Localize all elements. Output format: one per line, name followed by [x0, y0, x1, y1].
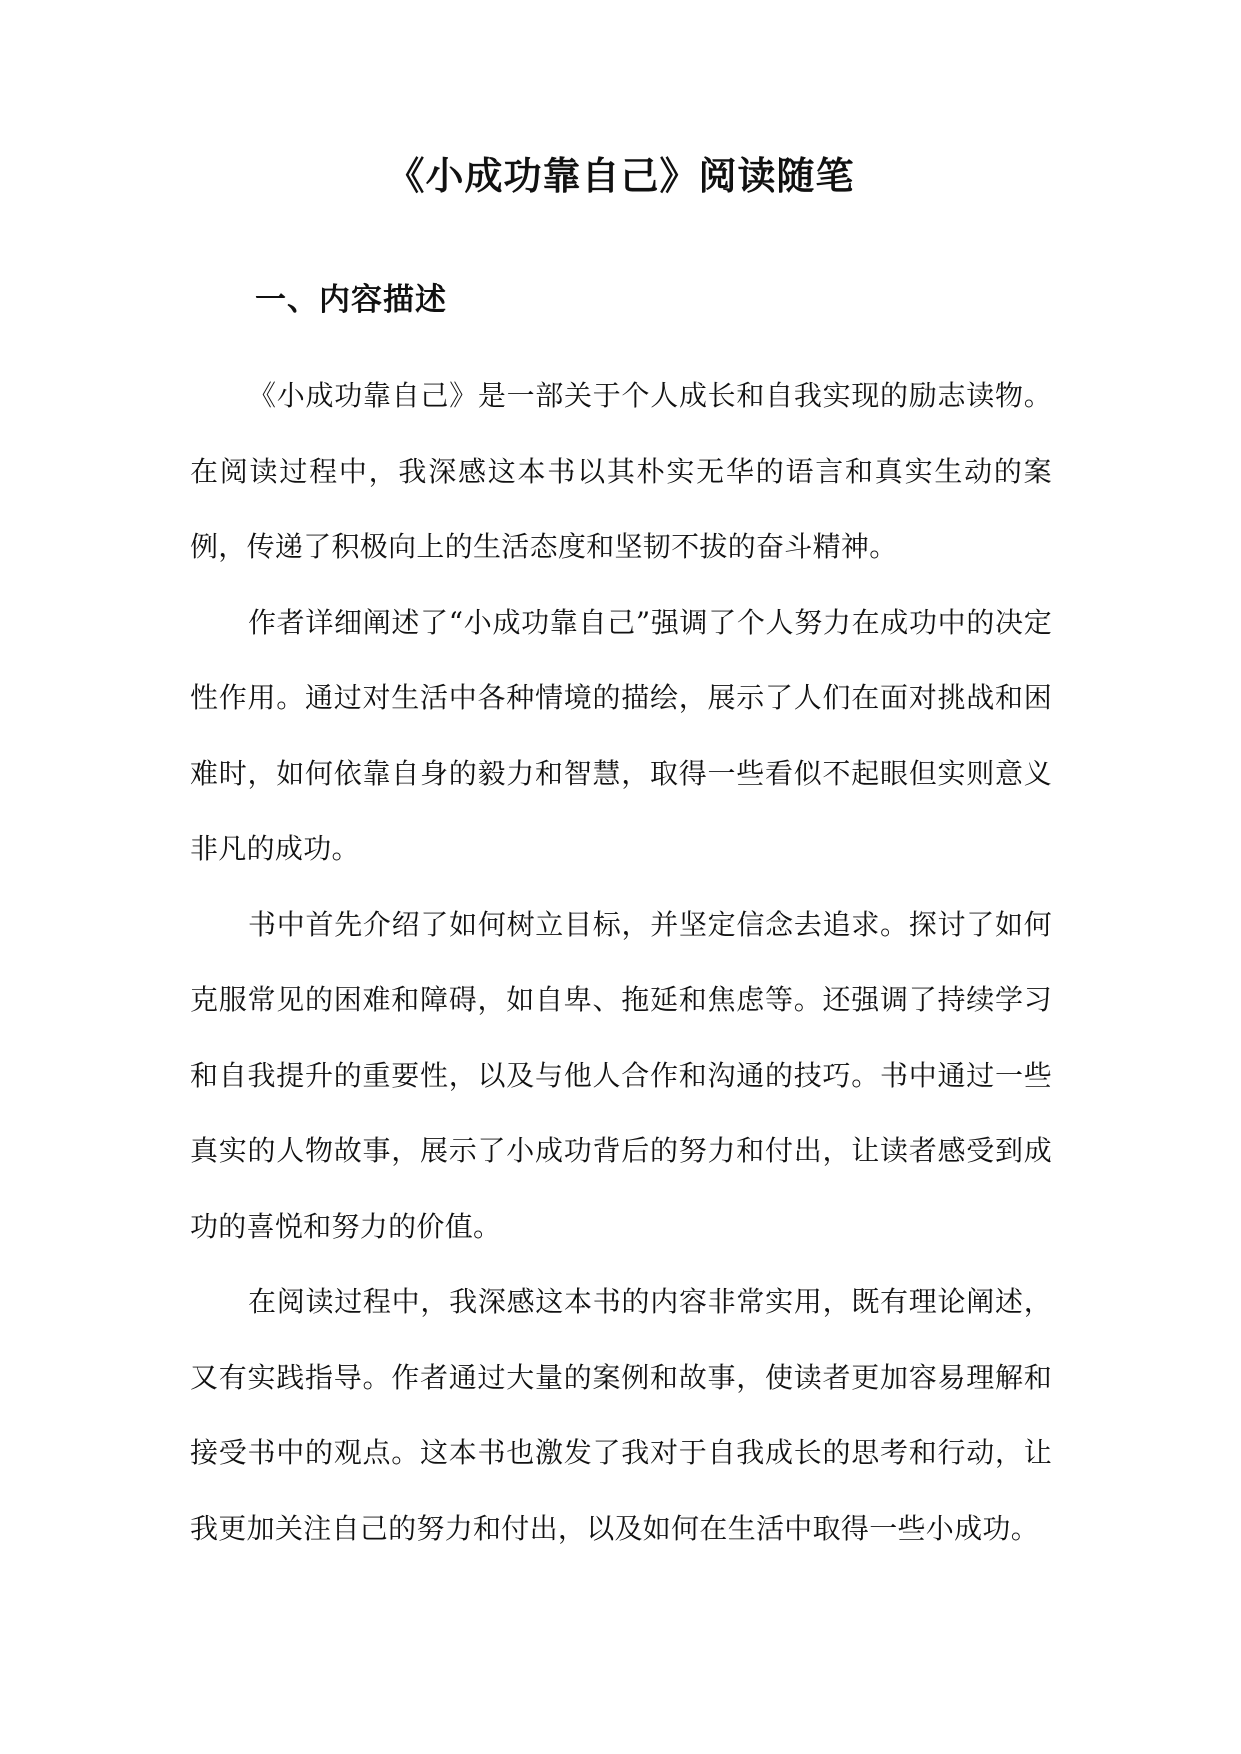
- section-heading: 一、内容描述: [255, 282, 447, 318]
- paragraph-1: 《小成功靠自己》是一部关于个人成长和自我实现的励志读物。在阅读过程中，我深感这本书以其朴实无华的语言和真实生动的案例，传递了积极向上的生活态度和坚韧不拔的奋斗精神。: [190, 379, 1052, 563]
- paragraph-4: 在阅读过程中，我深感这本书的内容非常实用，既有理论阐述，又有实践指导。作者通过大量的案例和故事，使读者更加容易理解和接受书中的观点。这本书也激发了我对于自我成长的思考和行动，让我更加关注自己的努力和付出，以及如何在生活中取得一些小成功。: [190, 1285, 1052, 1545]
- paragraph-2: 作者详细阐述了“小成功靠自己”强调了个人努力在成功中的决定性作用。通过对生活中各种情境的描绘，展示了人们在面对挑战和困难时，如何依靠自身的毅力和智慧，取得一些看似不起眼但实则意义非凡的成功。: [190, 605, 1052, 865]
- document-body: [190, 358, 1052, 1566]
- document-title: 《小成功靠自己》阅读随笔: [386, 153, 855, 198]
- paragraph-3: 书中首先介绍了如何树立目标，并坚定信念去追求。探讨了如何克服常见的困难和障碍，如自卑、拖延和焦虑等。还强调了持续学习和自我提升的重要性，以及与他人合作和沟通的技巧。书中通过一些真实的人物故事，展示了小成功背后的努力和付出，让读者感受到成功的喜悦和努力的价值。: [190, 907, 1052, 1243]
